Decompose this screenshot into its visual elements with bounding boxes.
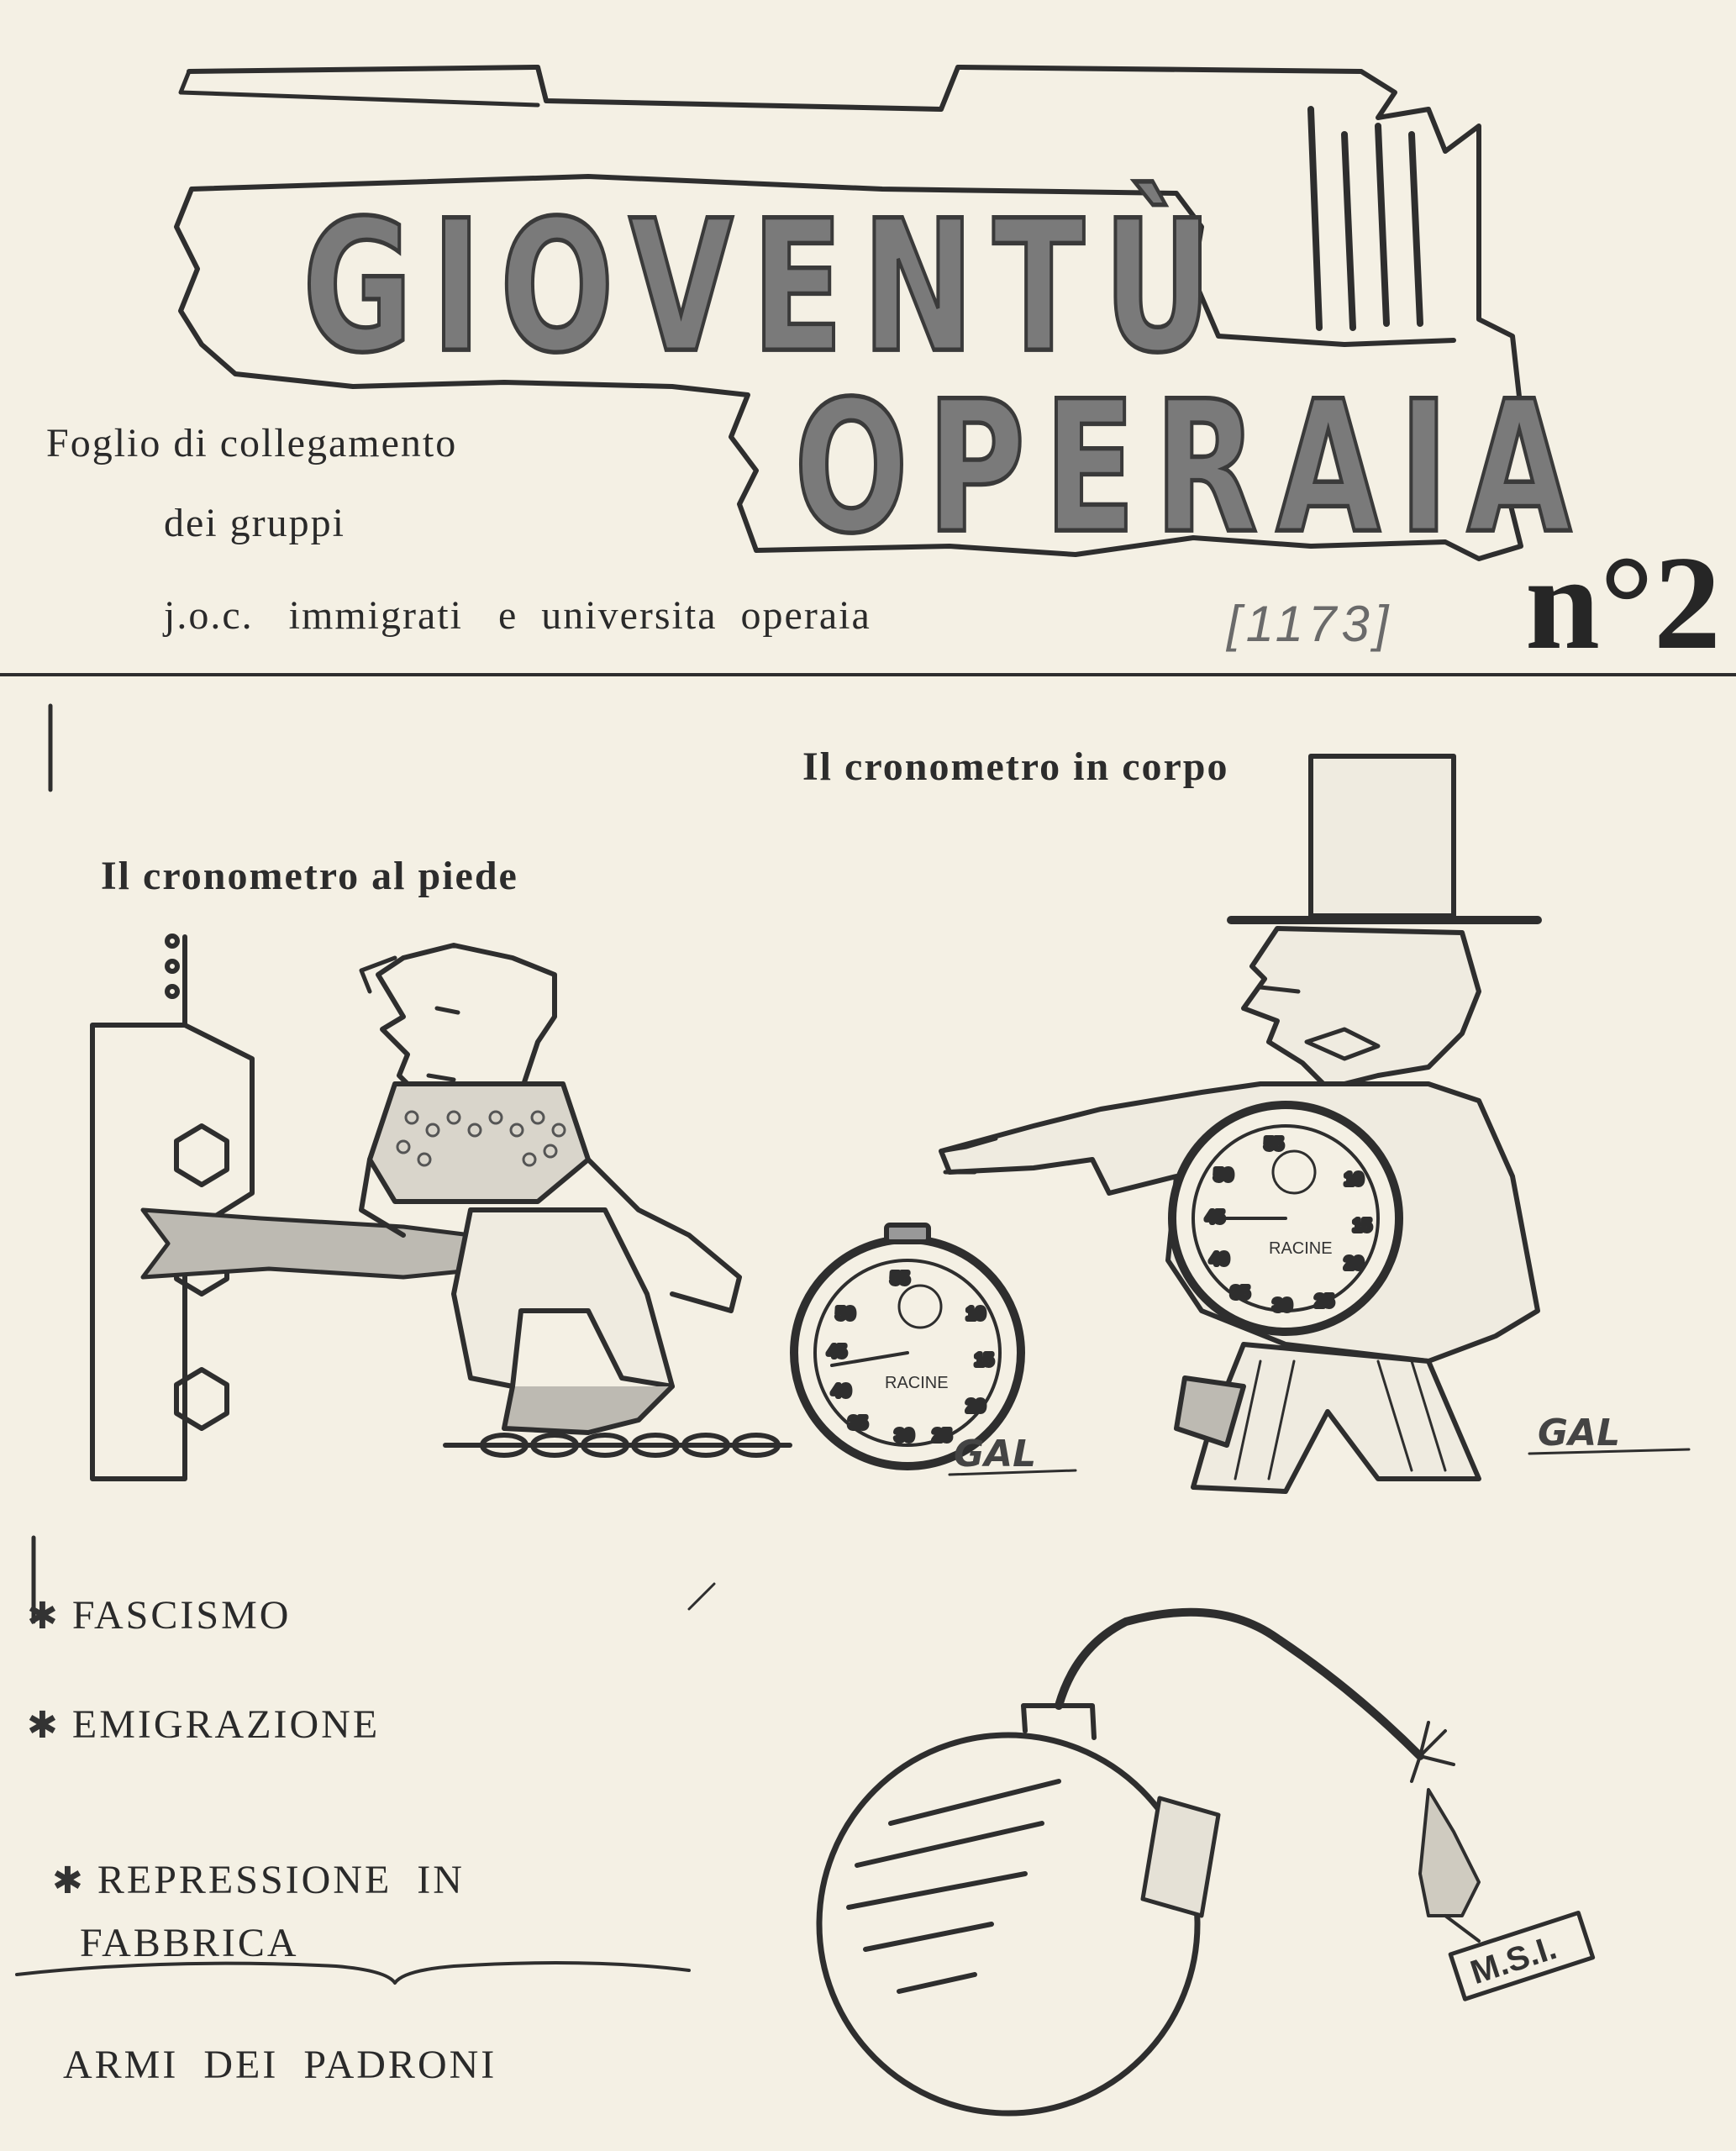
svg-text:10: 10 [1344, 1170, 1364, 1189]
svg-text:15: 15 [975, 1351, 994, 1370]
watch-brand-left: RACINE [885, 1374, 949, 1392]
archive-mark: [1173] [1227, 596, 1394, 652]
artist-signature-right: GAL [1538, 1412, 1621, 1454]
svg-text:45: 45 [1206, 1208, 1225, 1227]
asterisk-icon: ✱ [52, 1860, 86, 1901]
issue-number: n°2 [1525, 528, 1721, 677]
svg-text:25: 25 [1315, 1292, 1334, 1311]
svg-text:45: 45 [828, 1343, 847, 1361]
svg-text:40: 40 [832, 1382, 851, 1401]
svg-text:50: 50 [836, 1305, 855, 1323]
svg-text:20: 20 [1344, 1254, 1364, 1273]
bomb-drawing [819, 1612, 1593, 2113]
topic-item-emigrazione: ✱ EMIGRAZIONE [27, 1702, 381, 1747]
left-cartoon-caption: Il cronometro al piede [101, 854, 518, 898]
asterisk-icon: ✱ [27, 1705, 60, 1746]
svg-text:55: 55 [891, 1270, 910, 1288]
masthead-title-line2: OPERAIA [794, 361, 1590, 574]
asterisk-icon: ✱ [27, 1596, 60, 1637]
watch-brand-right: RACINE [1269, 1239, 1333, 1258]
bomb-label: M.S.I. [1465, 1929, 1561, 1992]
svg-text:10: 10 [966, 1305, 986, 1323]
svg-text:30: 30 [895, 1427, 914, 1445]
worker-cartoon [92, 936, 1021, 1479]
subtitle-line3: j.o.c. immigrati e universita operaia [164, 593, 871, 638]
topic-item-fabbrica: FABBRICA [80, 1921, 299, 1965]
topic-item-fascismo: ✱ FASCISMO [27, 1593, 292, 1638]
svg-text:55: 55 [1265, 1135, 1284, 1154]
svg-text:30: 30 [1273, 1296, 1292, 1315]
artist-signature-left: GAL [954, 1433, 1037, 1475]
topics-footer: ARMI DEI PADRONI [63, 2043, 497, 2087]
subtitle-line1: Foglio di collegamento [46, 421, 458, 465]
subtitle-line2: dei gruppi [164, 501, 345, 545]
svg-text:15: 15 [1353, 1217, 1372, 1235]
svg-text:35: 35 [1231, 1284, 1250, 1302]
svg-text:40: 40 [1210, 1250, 1229, 1269]
svg-text:35: 35 [849, 1414, 868, 1433]
boss-cartoon [941, 756, 1538, 1491]
svg-text:20: 20 [966, 1397, 986, 1416]
right-cartoon-caption: Il cronometro in corpo [802, 744, 1229, 789]
svg-text:50: 50 [1214, 1166, 1234, 1185]
topic-item-repressione: ✱ REPRESSIONE IN [52, 1858, 465, 1902]
masthead-title-line1: GIOVENTÙ [302, 181, 1231, 393]
svg-text:25: 25 [933, 1427, 952, 1445]
